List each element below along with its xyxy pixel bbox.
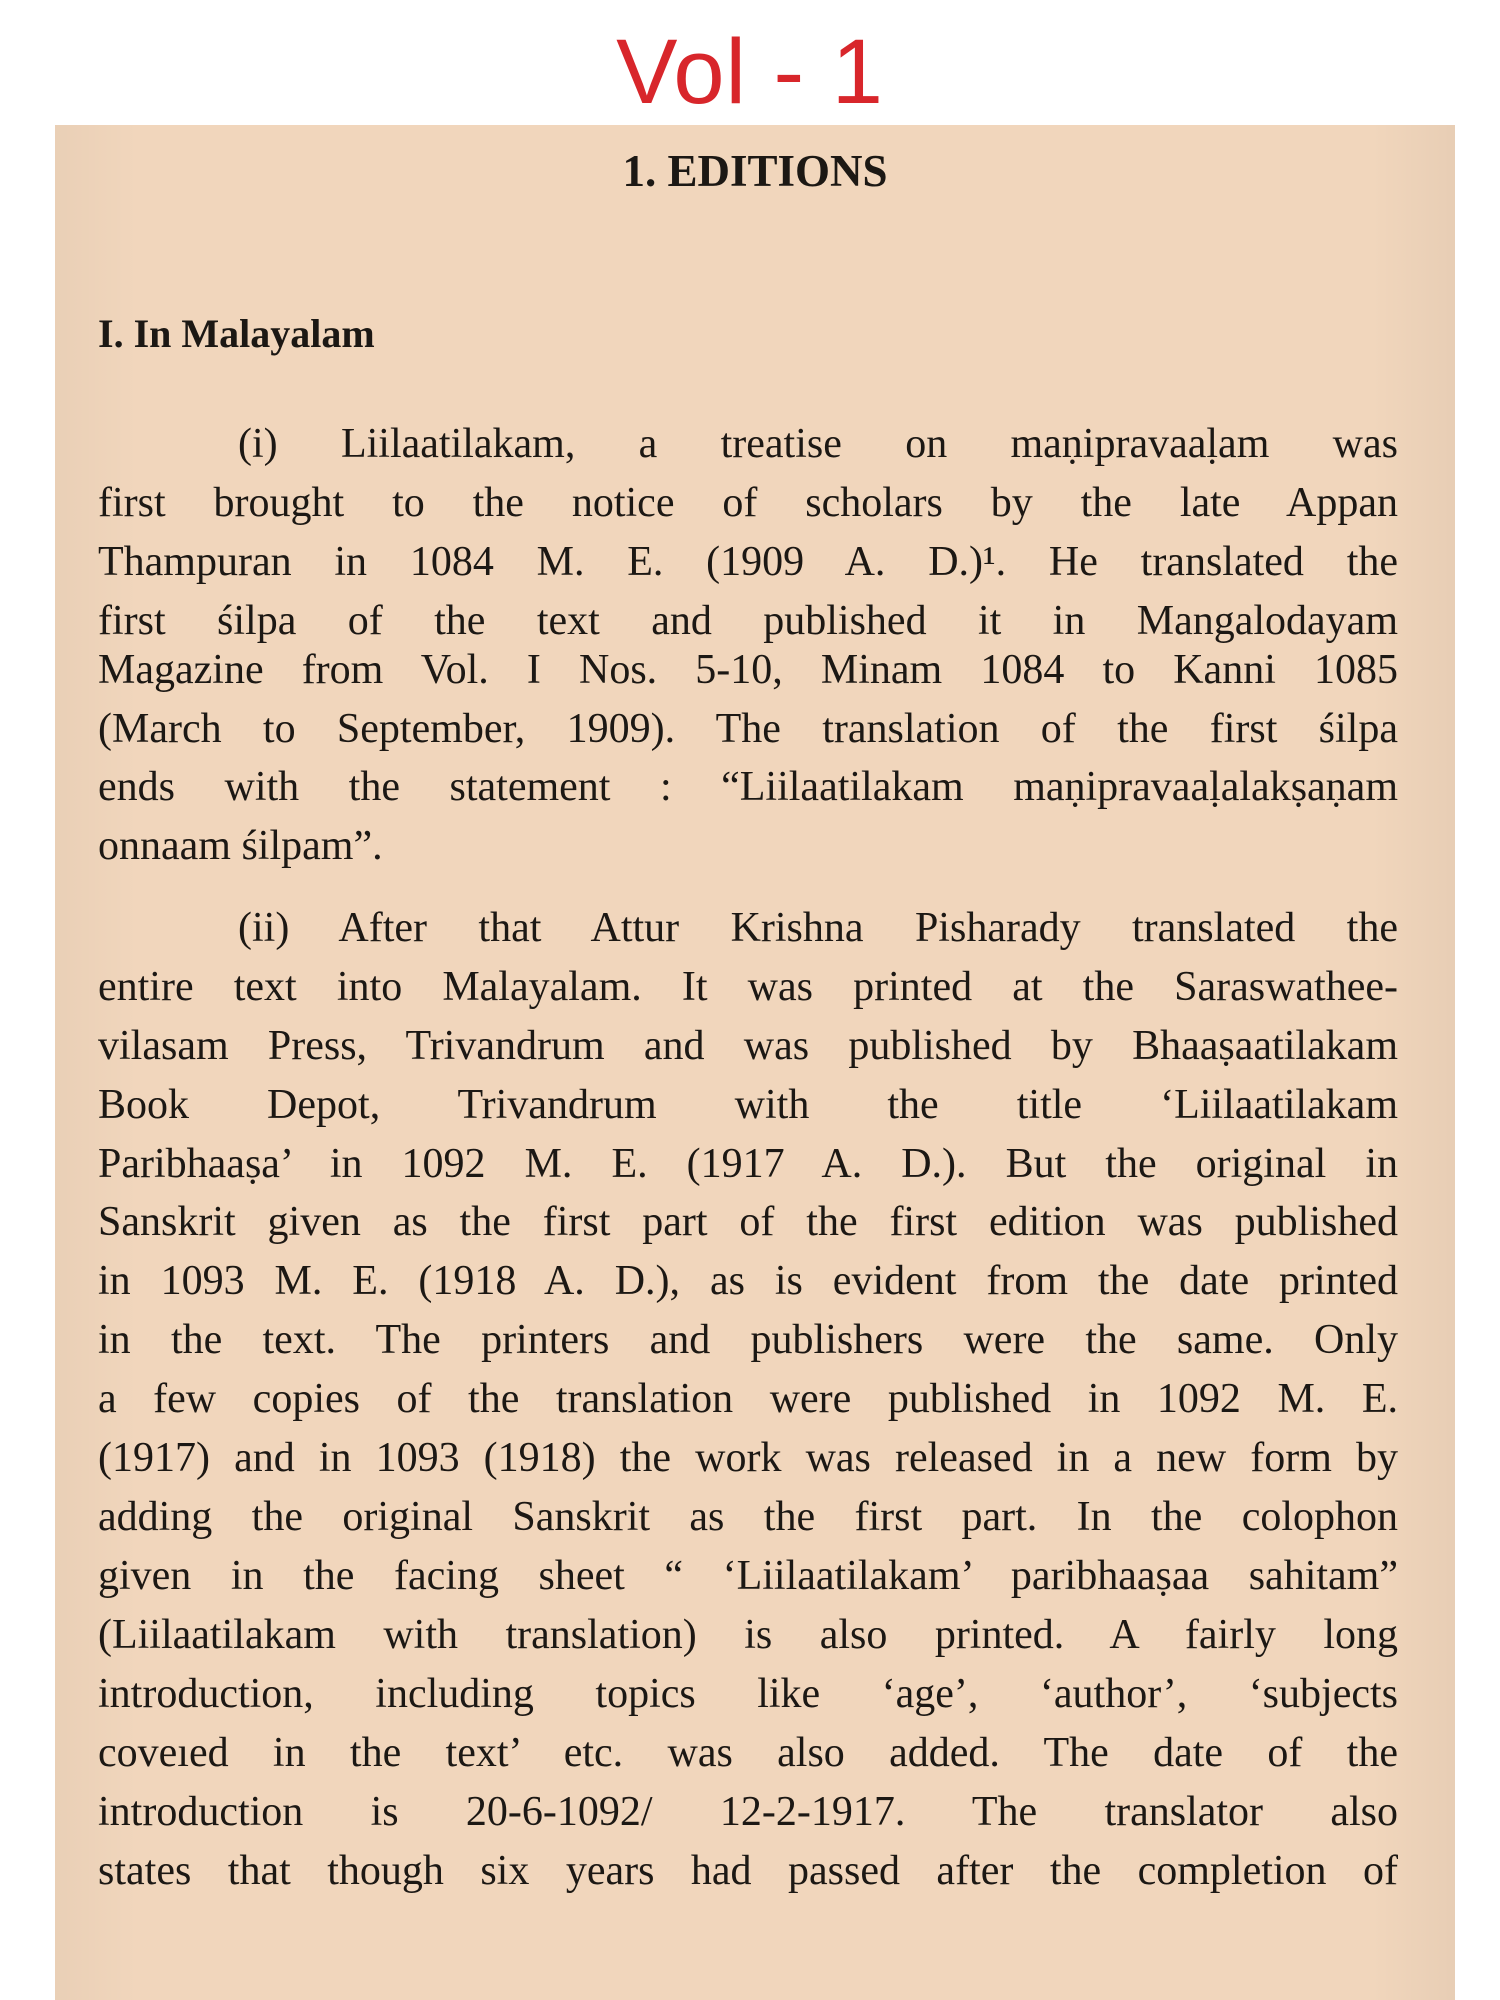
paragraph-2-line: in the text. The printers and publishers were the same. Only bbox=[98, 1317, 1398, 1363]
paragraph-1-line: first śilpa of the text and published it in Mangalodayam bbox=[98, 598, 1398, 644]
paragraph-2-line: adding the original Sanskrit as the first part. In the colophon bbox=[98, 1494, 1398, 1540]
paragraph-2-line: (1917) and in 1093 (1918) the work was released in a new form by bbox=[98, 1435, 1398, 1481]
paragraph-2-line: (ii) After that Attur Krishna Pisharady translated the bbox=[238, 905, 1398, 951]
paragraph-1-line: Magazine from Vol. I Nos. 5-10, Minam 1084 to Kanni 1085 bbox=[98, 647, 1398, 693]
paragraph-2-line: Paribhaaṣa’ in 1092 M. E. (1917 A. D.). But the original in bbox=[98, 1141, 1398, 1187]
paragraph-1-line: onnaam śilpam”. bbox=[98, 823, 383, 869]
paragraph-2-line: given in the facing sheet “ ‘Liilaatilakam’ paribhaaṣaa sahitam” bbox=[98, 1553, 1398, 1599]
paragraph-2-line: Book Depot, Trivandrum with the title ‘Liilaatilakam bbox=[98, 1082, 1398, 1128]
paragraph-1-line: first brought to the notice of scholars by the late Appan bbox=[98, 480, 1398, 526]
volume-label: Vol - 1 bbox=[616, 21, 884, 123]
section-heading: I. In Malayalam bbox=[98, 311, 375, 356]
book-page bbox=[55, 125, 1455, 2000]
paragraph-2-line: coveıed in the text’ etc. was also added. The date of the bbox=[98, 1730, 1398, 1776]
paragraph-2-line: states that though six years had passed after the completion of bbox=[98, 1848, 1398, 1894]
paragraph-1-line: ends with the statement : “Liilaatilakam maṇipravaaḷalakṣaṇam bbox=[98, 764, 1398, 810]
paragraph-2-line: in 1093 M. E. (1918 A. D.), as is evident from the date printed bbox=[98, 1258, 1398, 1304]
paragraph-2-line: (Liilaatilakam with translation) is also printed. A fairly long bbox=[98, 1612, 1398, 1658]
paragraph-1-line: Thampuran in 1084 M. E. (1909 A. D.)¹. He translated the bbox=[98, 539, 1398, 585]
paragraph-2-line: a few copies of the translation were published in 1092 M. E. bbox=[98, 1376, 1398, 1422]
paragraph-2-line: entire text into Malayalam. It was printed at the Saraswathee- bbox=[98, 964, 1398, 1010]
paragraph-2-line: introduction, including topics like ‘age’, ‘author’, ‘subjects bbox=[98, 1671, 1398, 1717]
paragraph-2-line: Sanskrit given as the first part of the first edition was published bbox=[98, 1199, 1398, 1245]
chapter-heading: 1. EDITIONS bbox=[622, 146, 888, 196]
paragraph-1-line: (i) Liilaatilakam, a treatise on maṇipravaaḷam was bbox=[238, 421, 1398, 467]
paragraph-2-line: introduction is 20-6-1092/ 12-2-1917. The translator also bbox=[98, 1789, 1398, 1835]
paragraph-2-line: vilasam Press, Trivandrum and was published by Bhaaṣaatilakam bbox=[98, 1023, 1398, 1069]
paragraph-1-line: (March to September, 1909). The translation of the first śilpa bbox=[98, 706, 1398, 752]
